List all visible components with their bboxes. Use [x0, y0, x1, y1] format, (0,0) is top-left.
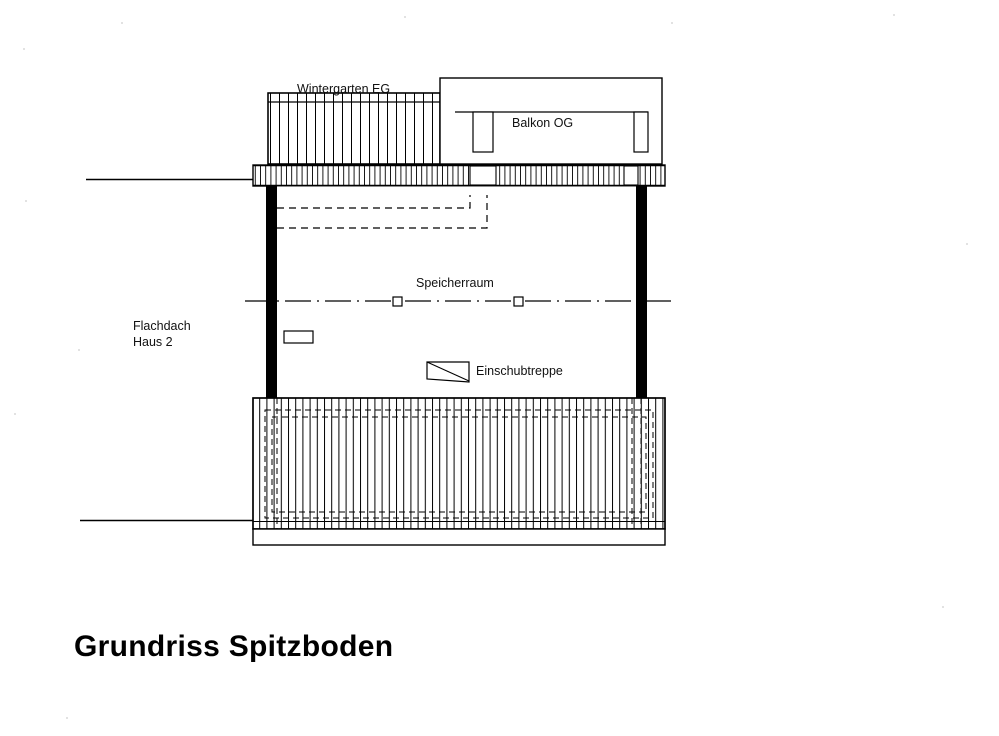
label-balkon-og: Balkon OG: [512, 116, 574, 130]
scan-speck: [404, 16, 406, 18]
scan-speck: [966, 243, 968, 245]
upper-wall-band: [253, 165, 665, 186]
scan-speck: [671, 22, 673, 24]
wintergarten-eg-block: [268, 93, 440, 164]
einschubtreppe-symbol: [427, 362, 469, 382]
scan-speck: [25, 200, 27, 202]
scan-speck: [942, 606, 944, 608]
label-flachdach-line2: Haus 2: [133, 335, 173, 349]
scan-speck: [23, 48, 25, 50]
flachdach-stub: [284, 331, 313, 343]
label-einschubtreppe: Einschubtreppe: [476, 364, 563, 378]
label-flachdach-line1: Flachdach: [133, 319, 191, 333]
scan-speck: [121, 22, 123, 24]
scan-speck: [14, 413, 16, 415]
scan-speck: [66, 717, 68, 719]
scan-speck: [78, 349, 80, 351]
lower-roof-slab: [253, 398, 665, 545]
label-wintergarten-eg: Wintergarten EG: [297, 82, 391, 96]
scan-speck: [893, 14, 895, 16]
label-speicherraum: Speicherraum: [416, 276, 494, 290]
page-title: Grundriss Spitzboden: [74, 630, 394, 663]
